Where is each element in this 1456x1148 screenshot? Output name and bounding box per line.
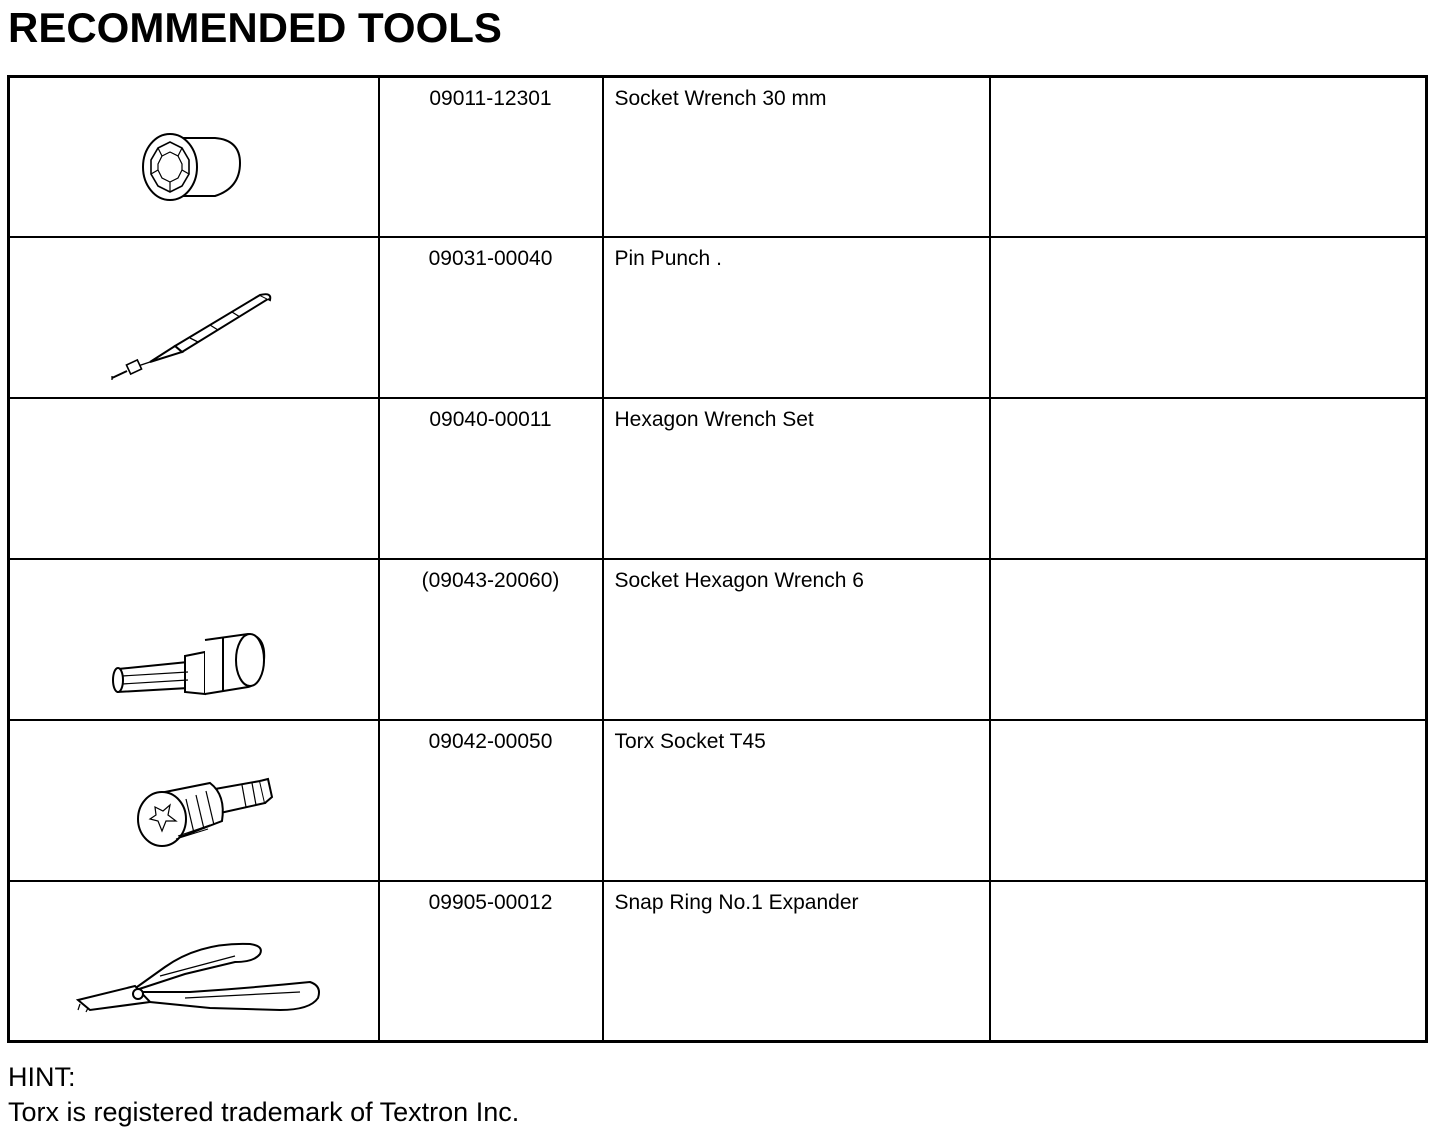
note-cell (990, 77, 1427, 238)
table-row (9, 559, 1427, 720)
table-row (9, 77, 1427, 238)
table-row (9, 720, 1427, 881)
tool-name: Pin Punch . (603, 237, 990, 398)
note-cell (990, 720, 1427, 881)
tool-name: Socket Hexagon Wrench 6 (603, 559, 990, 720)
tool-name: Snap Ring No.1 Expander (603, 881, 990, 1042)
part-number: 09031-00040 (379, 237, 603, 398)
tool-illustration-cell (9, 237, 379, 398)
part-number: 09905-00012 (379, 881, 603, 1042)
tool-illustration-cell (9, 720, 379, 881)
hex-socket-icon (10, 560, 380, 716)
part-number: 09042-00050 (379, 720, 603, 881)
torx-socket-icon (10, 721, 380, 877)
hint-text: Torx is registered trademark of Textron Inc. (8, 1097, 520, 1127)
tool-name: Socket Wrench 30 mm (603, 77, 990, 238)
table-row (9, 398, 1427, 559)
table-row (9, 237, 1427, 398)
socket-wrench-icon (10, 78, 380, 234)
snap-ring-expander-icon (10, 882, 380, 1038)
part-number: 09011-12301 (379, 77, 603, 238)
tool-illustration-cell (9, 398, 379, 559)
part-number: 09040-00011 (379, 398, 603, 559)
tool-illustration-cell (9, 881, 379, 1042)
hint-label: HINT: (8, 1062, 76, 1092)
tools-table (7, 75, 1428, 1043)
part-number: (09043-20060) (379, 559, 603, 720)
pin-punch-icon (10, 238, 380, 394)
hint-block (8, 1060, 519, 1130)
note-cell (990, 881, 1427, 1042)
tool-illustration-cell (9, 559, 379, 720)
note-cell (990, 559, 1427, 720)
page-title: RECOMMENDED TOOLS (8, 4, 502, 51)
note-cell (990, 398, 1427, 559)
tool-illustration-cell (9, 77, 379, 238)
tool-name: Torx Socket T45 (603, 720, 990, 881)
note-cell (990, 237, 1427, 398)
tool-name: Hexagon Wrench Set (603, 398, 990, 559)
table-row (9, 881, 1427, 1042)
